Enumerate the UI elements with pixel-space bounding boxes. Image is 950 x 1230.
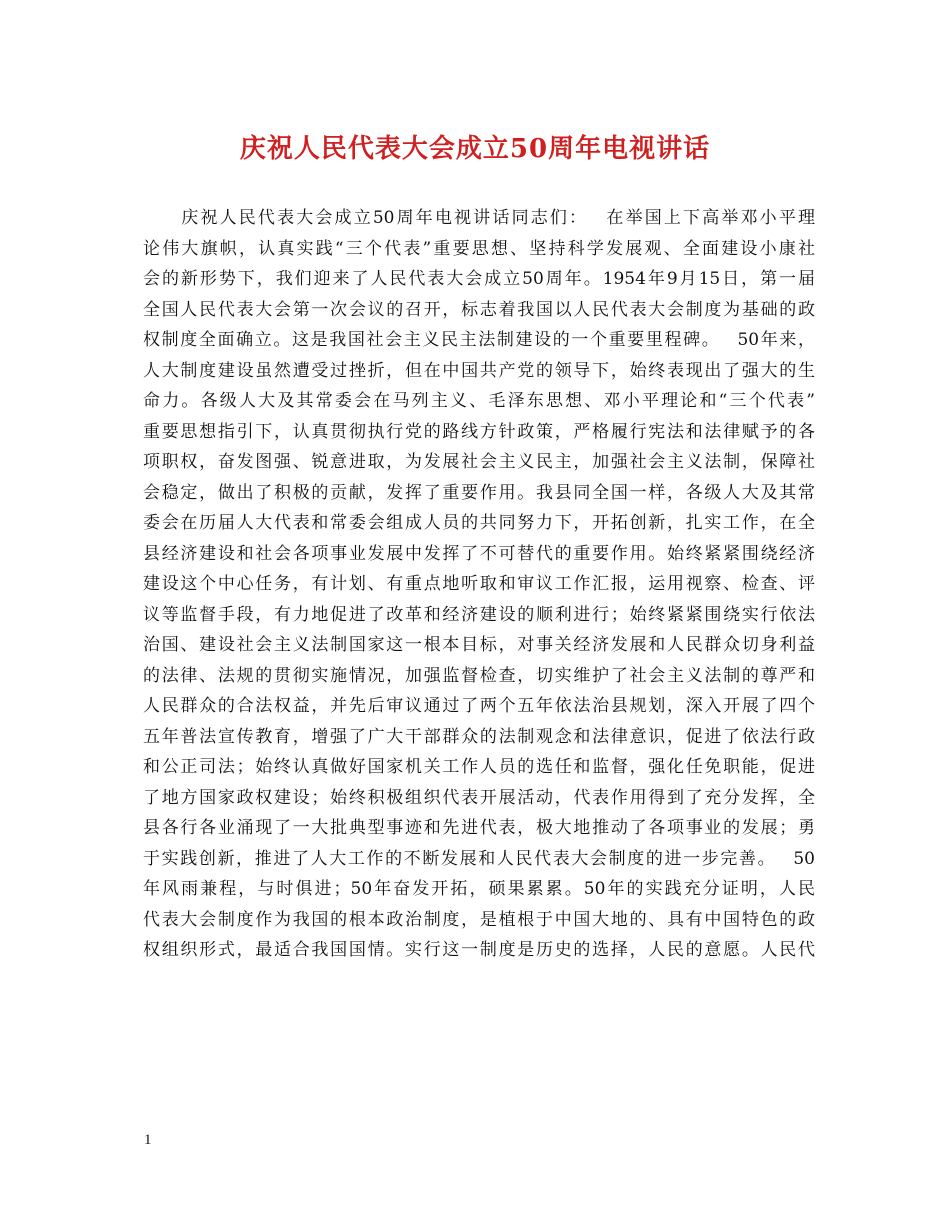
body-line: 的法律、法规的贯彻实施情况，加强监督检查，切实维护了社会主义法制的尊严和 <box>143 665 815 686</box>
body-line: 建设这个中心任务，有计划、有重点地听取和审议工作汇报，运用视察、检查、评 <box>143 574 815 594</box>
body-line: 治国、建设社会主义法制国家这一根本目标，对事关经济发展和人民群众切身利益 <box>143 635 815 655</box>
body-line: 人民群众的合法权益，并先后审议通过了两个五年依法治县规划，深入开展了四个 <box>143 696 815 716</box>
body-line: 于实践创新，推进了人大工作的不断发展和人民代表大会制度的进一步完善。 50 <box>143 848 815 869</box>
page-number: 1 <box>144 1132 152 1148</box>
body-line: 会稳定，做出了积极的贡献，发挥了重要作用。我县同全国一样，各级人大及其常 <box>143 482 815 503</box>
body-line: 县经济建设和社会各项事业发展中发挥了不可替代的重要作用。始终紧紧围绕经济 <box>143 543 815 564</box>
body-line: 重要思想指引下，认真贯彻执行党的路线方针政策，严格履行宪法和法律赋予的各 <box>143 421 815 442</box>
body-line: 会的新形势下，我们迎来了人民代表大会成立50周年。1954年9月15日，第一届 <box>143 269 815 289</box>
body-line: 权制度全面确立。这是我国社会主义民主法制建设的一个重要里程碑。 50年来， <box>143 330 815 350</box>
body-line: 代表大会制度作为我国的根本政治制度，是植根于中国大地的、具有中国特色的政 <box>143 909 815 930</box>
body-line: 县各行各业涌现了一大批典型事迹和先进代表，极大地推动了各项事业的发展；勇 <box>143 818 815 838</box>
body-line: 论伟大旗帜，认真实践“三个代表”重要思想、坚持科学发展观、全面建设小康社 <box>143 238 815 259</box>
body-line: 五年普法宣传教育，增强了广大干部群众的法制观念和法律意识，促进了依法行政 <box>143 726 815 747</box>
body-line: 庆祝人民代表大会成立50周年电视讲话同志们： 在举国上下高举邓小平理 <box>143 208 815 228</box>
body-line: 项职权，奋发图强、锐意进取，为发展社会主义民主，加强社会主义法制，保障社 <box>143 452 815 472</box>
document-title: 庆祝人民代表大会成立50周年电视讲话 <box>239 134 711 164</box>
body-line: 权组织形式，最适合我国国情。实行这一制度是历史的选择，人民的意愿。人民代 <box>143 940 815 960</box>
body-line: 议等监督手段，有力地促进了改革和经济建设的顺利进行；始终紧紧围绕实行依法 <box>143 604 815 625</box>
body-line: 全国人民代表大会第一次会议的召开，标志着我国以人民代表大会制度为基础的政 <box>143 299 815 320</box>
document-body <box>143 203 815 966</box>
body-line: 命力。各级人大及其常委会在马列主义、毛泽东思想、邓小平理论和“三个代表” <box>143 391 815 411</box>
body-line: 和公正司法；始终认真做好国家机关工作人员的选任和监督，强化任免职能，促进 <box>143 757 815 777</box>
body-line: 委会在历届人大代表和常委会组成人员的共同努力下，开拓创新，扎实工作，在全 <box>143 513 815 533</box>
body-line: 了地方国家政权建设；始终积极组织代表开展活动，代表作用得到了充分发挥，全 <box>143 787 815 808</box>
body-line: 人大制度建设虽然遭受过挫折，但在中国共产党的领导下，始终表现出了强大的生 <box>143 360 815 381</box>
body-line: 年风雨兼程，与时俱进；50年奋发开拓，硕果累累。50年的实践充分证明，人民 <box>143 879 815 899</box>
